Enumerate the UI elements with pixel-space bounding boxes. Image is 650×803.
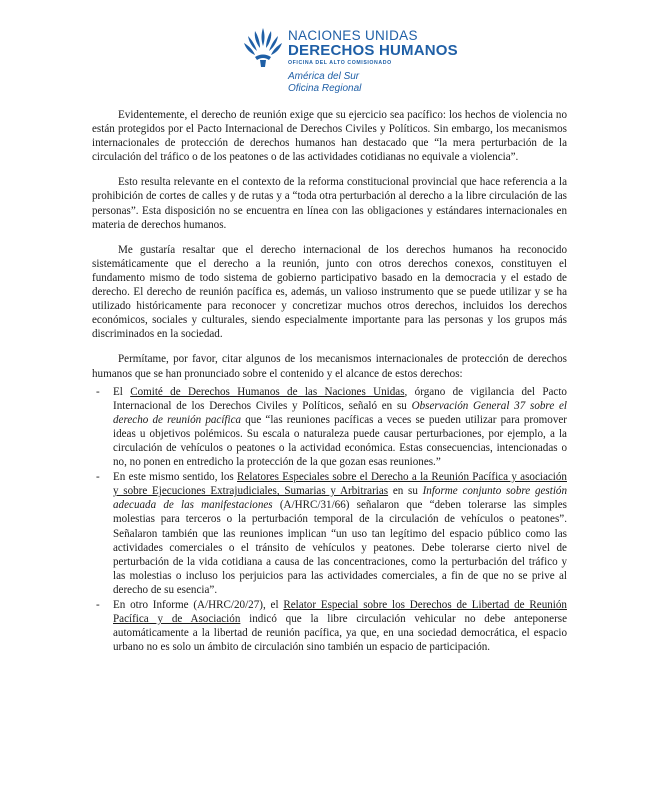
organization-name [288,28,458,66]
item-text: En este mismo sentido, los [113,471,238,484]
item-text: (A/HRC/31/66) señalaron que “deben tolerarse las simples molestias para terceros o la perturbación temporal de la circulación de vehículos o peatones”. Señalaron también que las reuniones implican “un uso tan legítimo del espacio público como las actividades comerciales o el tránsito de vehículos y peatones. Debe tolerarse cierto nivel de perturbación de la vida cotidiana a causa de las concentraciones, como la perturbación del tráfico y las molestias o incluso los perjuicios para las actividades comerciales, a fin de que no se prive al derecho de su esencia”. [113,499,567,596]
list-item [92,385,567,470]
item-text: En otro Informe (A/HRC/20/27), el [113,599,284,611]
item-emphasis: Observación General 37 sobre el derecho de reunión pacífica [113,399,567,426]
special-rapporteurs-link[interactable]: Relatores Especiales sobre el Derecho a la Reunión Pacífica y asociación y sobre Ejecuciones Extrajudiciales, Sumarias y Arbitrarias [113,471,567,498]
list-item [92,470,567,597]
regional-office [288,71,361,95]
letter-body [92,108,567,655]
item-text: que “las reuniones pacíficas a veces se pueden utilizar para promover ideas u objetivos polémicos. Su escala o naturaleza puede causar perturbaciones, por ejemplo, a la circulación de vehículos o peatones o la actividad económica. Estas consecuencias, intencionadas o no, no ponen en entredicho la protección de la que gozan esas reuniones.” [113,413,567,469]
region-line-2: Oficina Regional [288,83,362,94]
org-line-1: NACIONES UNIDAS [288,28,418,43]
list-dash: - [96,385,100,398]
paragraph: Permítame, por favor, citar algunos de los mecanismos internacionales de protección de derechos humanos que se han pronunciado sobre el contenido y el alcance de estos derechos: [92,353,567,380]
paragraph: Evidentemente, el derecho de reunión exige que su ejercicio sea pacífico: los hechos de violencia no están protegidos por el Pacto Internacional de Derechos Civiles y Políticos. Sin embargo, los mecanismos internacionales de protección de derechos humanos han destacado que “la mera perturbación de la circulación del tráfico o de los peatones o de las actividades cotidianas no equivale a violencia”. [92,109,567,164]
committee-link[interactable]: Comité de Derechos Humanos de las Naciones Unidas [130,385,405,398]
special-rapporteur-link[interactable]: Relator Especial sobre los Derechos de Libertad de Reunión Pacífica y de Asociación [113,599,567,626]
org-line-3: OFICINA DEL ALTO COMISIONADO [288,60,392,66]
paragraph: Esto resulta relevante en el contexto de la reforma constitucional provincial que hace referencia a la prohibición de cortes de calles y de rutas y a “toda otra perturbación al derecho a la libre circulación de las personas”. Esta disposición no se encuentra en línea con las obligaciones y estándares internacionales en materia de derechos humanos. [92,176,567,231]
region-line-1: América del Sur [288,71,360,82]
mechanisms-list [92,385,567,655]
un-laurel-emblem-icon [242,24,284,68]
paragraph: Me gustaría resaltar que el derecho internacional de los derechos humanos ha reconocido sistemáticamente que el derecho a la reunión, junto con otros derechos conexos, constituyen el fundamento mismo de todo sistema de gobierno participativo basado en la democracia y el estado de derecho. El derecho de reunión pacífica es, además, un valioso instrumento que se puede utilizar y se ha utilizado históricamente para reconocer y concretizar muchos otros derechos, incluidos los derechos económicos, sociales y culturales, siendo especialmente importante para las personas y los grupos más discriminados en la sociedad. [92,243,567,341]
item-emphasis: Informe conjunto sobre gestión adecuada de las manifestaciones [113,485,567,512]
letterhead [242,22,502,102]
org-line-2: DERECHOS HUMANOS [288,42,458,59]
item-text: , órgano de vigilancia del Pacto Internacional de los Derechos Civiles y Políticos, señaló en su [113,385,567,412]
item-text: indicó que la libre circulación vehicular no debe anteponerse automáticamente a la libertad de reunión pacífica, ya que, en una sociedad democrática, el espacio urbano no es solo un ámbito de circulación sino también un espacio de participación. [113,613,568,654]
list-dash: - [96,599,100,611]
list-item [92,598,567,654]
item-text: en su [388,485,423,498]
item-text: El [113,385,131,398]
list-dash: - [96,471,100,484]
